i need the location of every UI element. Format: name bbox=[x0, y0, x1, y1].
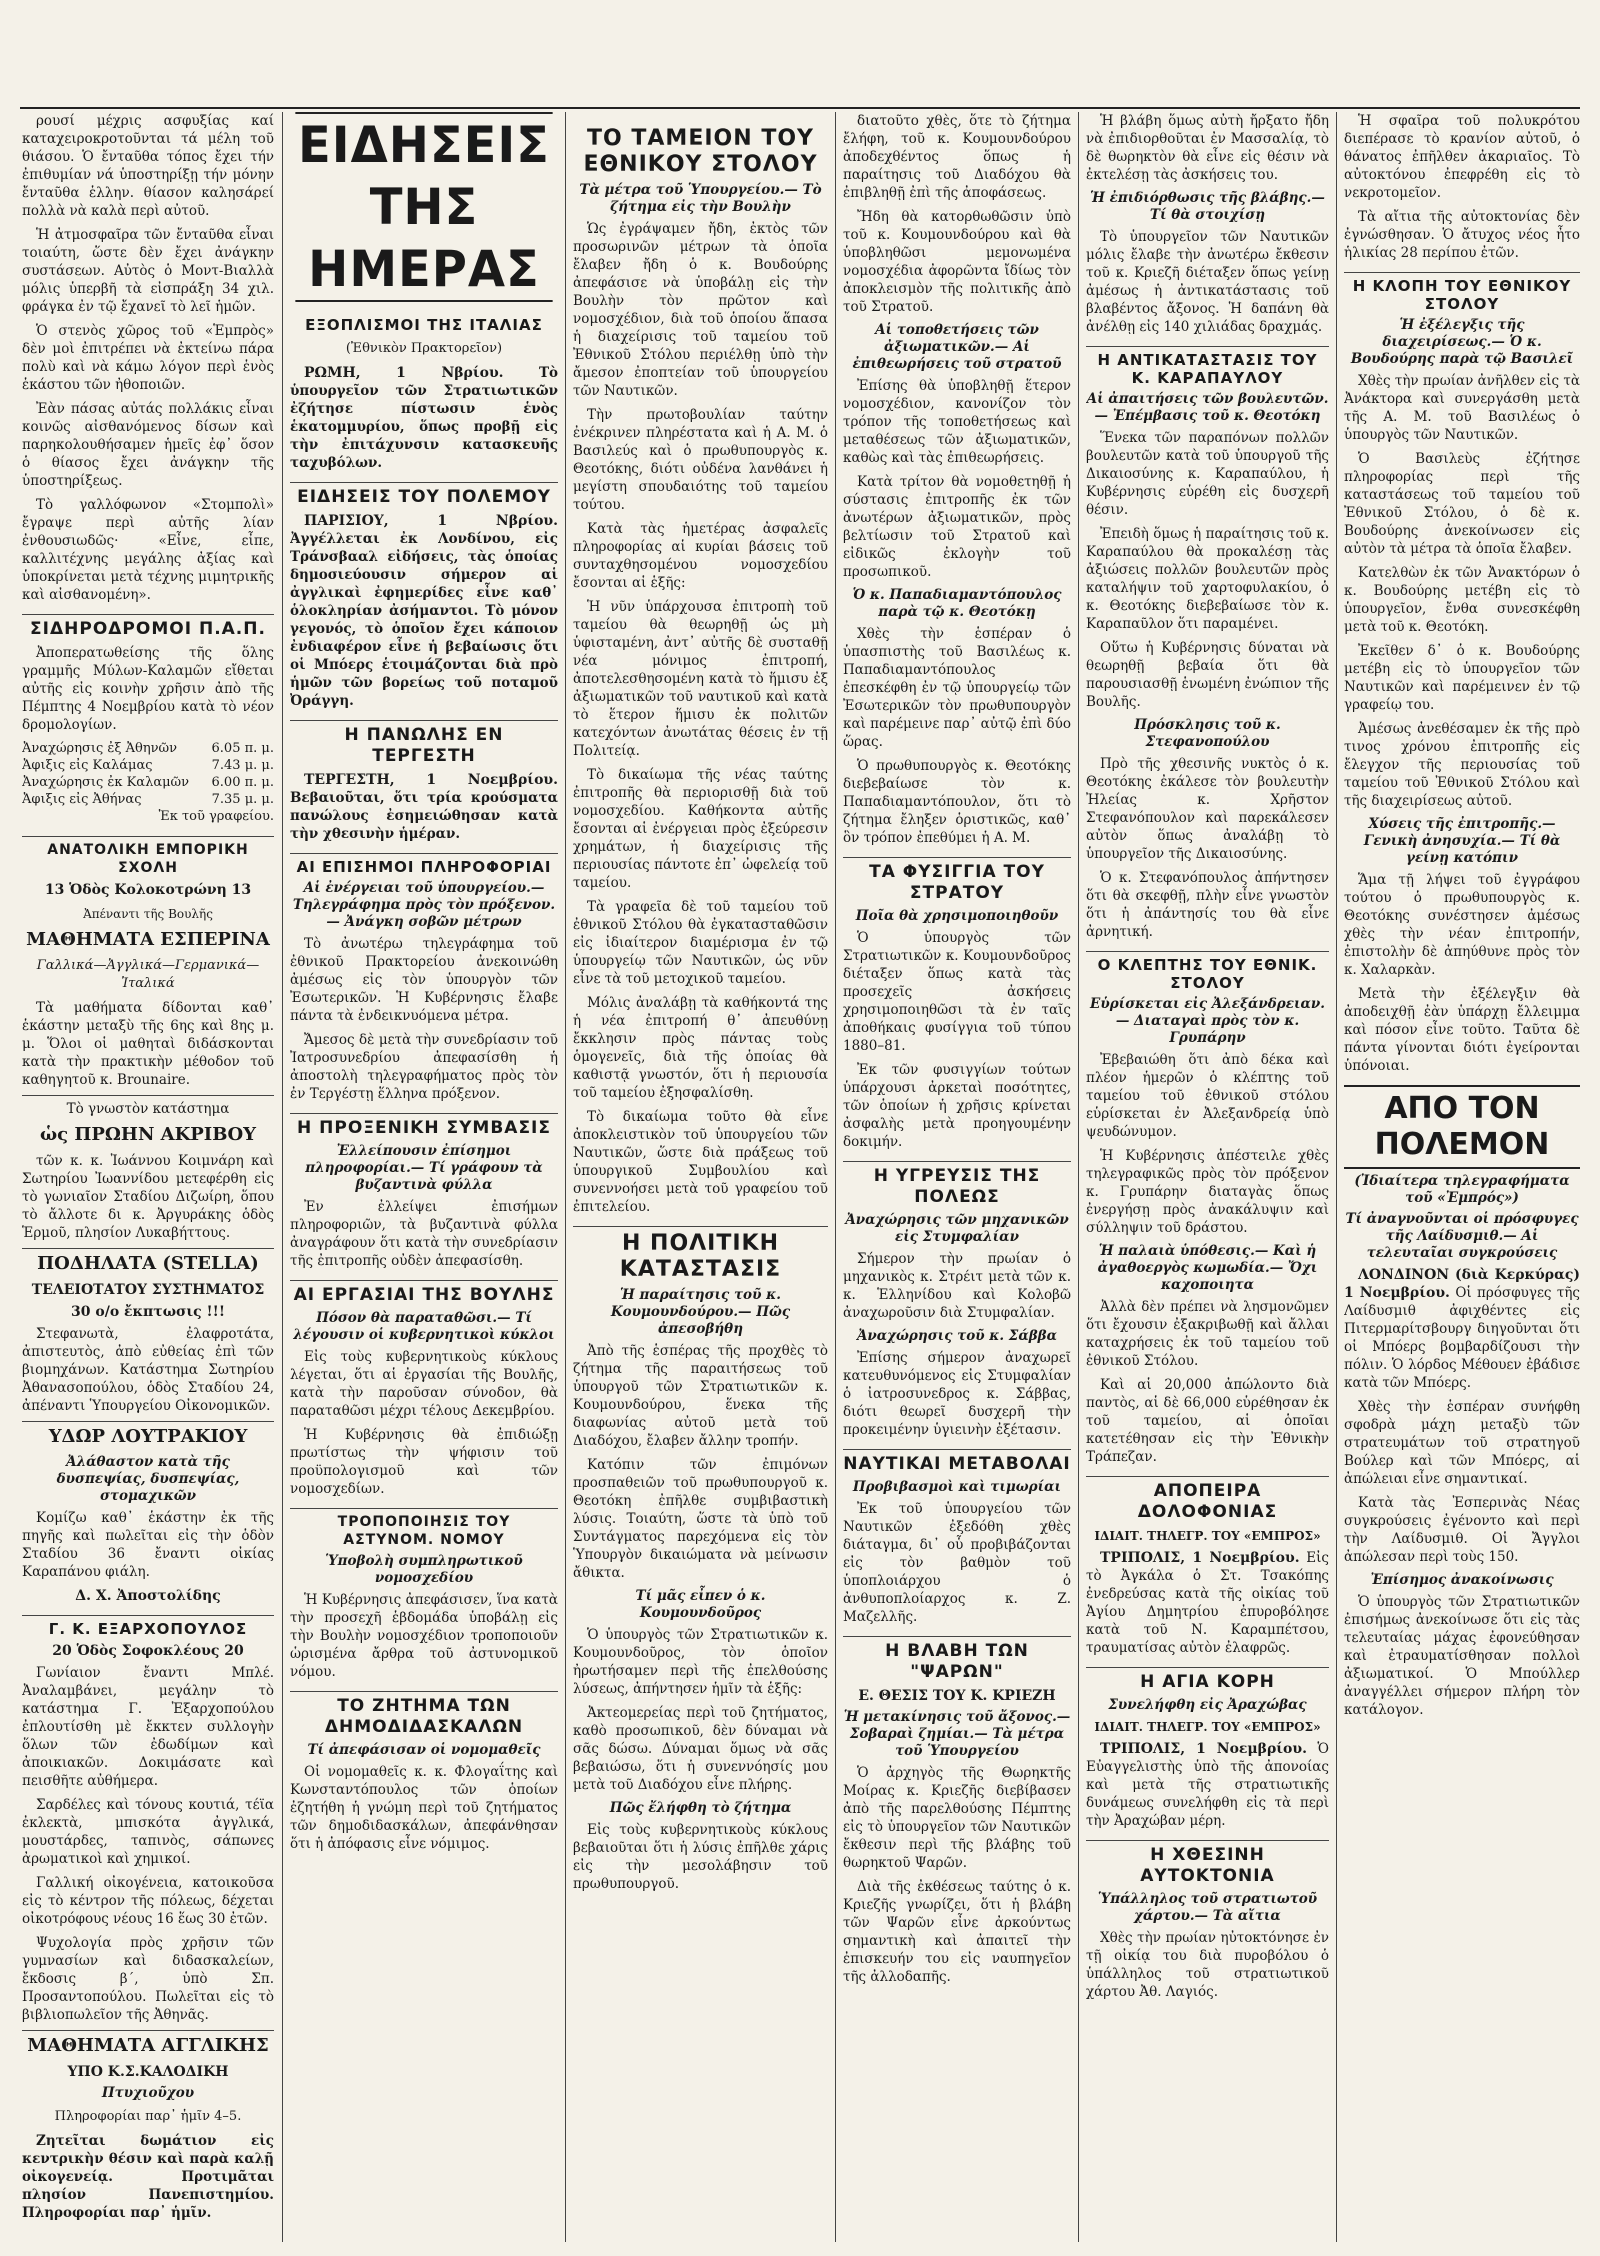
headline-exarchopoulos: Γ. Κ. ΕΞΑΡΧΟΠΟΥΛΟΣ bbox=[22, 1615, 274, 1638]
article-text: Μόλις ἀναλάβῃ τὰ καθήκοντά της ἡ νέα ἐπιτροπή θ᾽ ἀπευθύνῃ ἔκκλησιν πρὸς πάντας τοὺς ὁμογενεῖς, διὰ τῆς ὁποίας θὰ καθιστᾷ γνωστόν, ὅτι ἡ περιουσία τοῦ ταμείου ἐξησφαλίσθη. bbox=[573, 995, 828, 1101]
column-rule bbox=[835, 112, 836, 2242]
source-note: (Ἐθνικὸν Πρακτορεῖον) bbox=[345, 341, 503, 356]
subheadline: Ἀναχώρησις τοῦ κ. Σάββα bbox=[856, 1328, 1058, 1344]
column-4 bbox=[843, 112, 1071, 2242]
headline-from-the-war: ΑΠΟ ΤΟΝ ΠΟΛΕΜΟΝ bbox=[1344, 1085, 1580, 1169]
subheadline: Ἐπίσημος ἀνακοίνωσις bbox=[1370, 1572, 1554, 1588]
article-text: Κατὰ τὰς Ἐσπερινὰς Νέας συγκρούσεις ἐγένοντο καὶ περὶ τὴν Λαίδυσμιθ. Οἱ Ἄγγλοι ἀπώλεσαν περὶ τοὺς 150. bbox=[1344, 1495, 1580, 1565]
article-text: Ἄμεσος δὲ μετὰ τὴν συνεδρίασιν τοῦ Ἰατροσυνεδρίου ἀπεφασίσθη ἡ ἀποστολὴ τηλεγραφήματος πρὸς τὸν ἐν Τεργέστῃ ἕλληνα πρόξενον. bbox=[290, 1032, 558, 1102]
article-text: Τὸ ὑπουργεῖον τῶν Ναυτικῶν μόλις ἔλαβε τὴν ἀνωτέρω ἔκθεσιν τοῦ κ. Κριεζῆ διέταξεν ὅπως γείνῃ ἀμέσως ἡ ἀντικατάστασις τοῦ βλαβέντος ἄξονος. Ἡ δαπάνη θὰ ἀνέλθῃ εἰς 140 χιλιάδας δραχμάς. bbox=[1086, 229, 1329, 335]
subheadline: Αἱ τοποθετήσεις τῶν ἀξιωματικῶν.— Αἱ ἐπιθεωρήσεις τοῦ στρατοῦ bbox=[852, 322, 1062, 372]
article-text: Ἐπειδὴ ὅμως ἡ παραίτησις τοῦ κ. Καραπαύλου θὰ προκαλέσῃ τὰς ἀξιώσεις πολλῶν βουλευτῶν πρὸς καταλήψιν τοῦ χαρτοφυλακίου, ὁ κ. Θεοτόκης διεβεβαίωσε τὸν κ. Καραπαῦλον ὅτι παραμένει. bbox=[1086, 526, 1329, 632]
article-text: Ὁ Βασιλεὺς ἐζήτησε πληροφορίας περὶ τῆς καταστάσεως τοῦ ταμείου τοῦ Ἐθνικοῦ Στόλου, ὁ δὲ κ. Βουδούρης ἀνεκοίνωσεν εἰς αὐτὸν τὰ μέτρα τὰ ὁποῖα ἔλαβεν. bbox=[1344, 451, 1580, 557]
telegram-source: ΙΔΙΑΙΤ. ΤΗΛΕΓΡ. ΤΟΥ «ΕΜΠΡΟΣ» bbox=[1094, 1529, 1321, 1543]
subheadline: Ἡ ἐπιδιόρθωσις τῆς βλάβης.— Τί θὰ στοιχίσῃ bbox=[1090, 190, 1325, 223]
article-text: Τὸ δικαίωμα τοῦτο θὰ εἶνε ἀποκλειστικὸν τοῦ ὑπουργείου τῶν Ναυτικῶν, ὥστε διὰ πράξεως τοῦ ὑπουργικοῦ Συμβουλίου καὶ συνεννοήσει μετὰ τοῦ γραφείου τοῦ ἐπιτελείου. bbox=[573, 1109, 828, 1215]
article-text: Ἤδη θὰ κατορθωθῶσιν ὑπὸ τοῦ κ. Κουμουνδούρου καὶ θὰ ὑποβληθῶσι μεμονωμένα νομοσχέδια ἀφορῶντα ἴδίως τὸν ἀποκλεισμὸν τῆς πολιτικῆς ἀπὸ τοῦ Στρατοῦ. bbox=[843, 209, 1071, 315]
water-ad-subtitle: Ἀλάθαστον κατὰ τῆς δυσπεψίας, δυσπεψίας, στομαχικῶν bbox=[56, 1454, 240, 1504]
subheadline: Τὰ μέτρα τοῦ Ὑπουργείου.— Τὸ ζήτημα εἰς τὴν Βουλὴν bbox=[579, 182, 822, 215]
article-text: Ἡ βλάβη ὅμως αὐτὴ ἤρξατο ἤδη νὰ ἐπιδιορθοῦται ἐν Μασσαλίᾳ, τὸ δὲ θωρηκτὸν θὰ εἶνε εἰς θέσιν νὰ ἐκτελέσῃ τὰς ἀσκήσεις του. bbox=[1086, 113, 1329, 183]
headline-railways: ΣΙΔΗΡΟΔΡΟΜΟΙ Π.Α.Π. bbox=[22, 614, 274, 640]
subheadline: Ἡ παραίτησις τοῦ κ. Κουμουνδούρου.— Πῶς ἀπεσοβήθη bbox=[610, 1287, 791, 1337]
subheadline: Αἱ ἐνέργειαι τοῦ ὑπουργείου.— Τηλεγράφημα πρὸς τὸν πρόξενον.— Ἀνάγκη σοβῶν μέτρων bbox=[292, 880, 556, 930]
headline-naval-changes: ΝΑΥΤΙΚΑΙ ΜΕΤΑΒΟΛΑΙ bbox=[843, 1449, 1071, 1475]
headline-murder-attempt: ΑΠΟΠΕΙΡΑ ΔΟΛΟΦΟΝΙΑΣ bbox=[1086, 1476, 1329, 1523]
headline-fleet-thief: Ο ΚΛΕΠΤΗΣ ΤΟΥ ΕΘΝΙΚ. ΣΤΟΛΟΥ bbox=[1086, 951, 1329, 992]
bike-ad-subtitle: ΤΕΛΕΙΟΤΑΤΟΥ ΣΥΣΤΗΜΑΤΟΣ bbox=[31, 1282, 265, 1298]
school-subtitle: Ἀπέναντι τῆς Βουλῆς bbox=[83, 907, 213, 921]
subheadline: Εὑρίσκεται εἰς Ἀλεξάνδρειαν.— Διαταγαὶ πρὸς τὸν κ. Γρυπάρην bbox=[1090, 996, 1325, 1046]
subheadline: Χύσεις τῆς ἐπιτροπῆς.— Γενικὴ ἀνησυχία.— Τί θὰ γείνῃ κατόπιν bbox=[1363, 816, 1561, 866]
article-text: ΡΩΜΗ, 1 Νβρίου. Τὸ ὑπουργεῖον τῶν Στρατιωτικῶν ἐζήτησε πίστωσιν ἑνὸς ἑκατομμυρίου, ὅπως προβῇ εἰς τὴν ἐπιτάχυνσιν κατασκευῆς ταχυβόλων. bbox=[290, 365, 558, 471]
article-text: Πρὸ τῆς χθεσινῆς νυκτὸς ὁ κ. Θεοτόκης ἐκάλεσε τὸν βουλευτὴν Ἠλείας κ. Χρῆστον Στεφανόπουλον καὶ παρεκάλεσεν αὐτὸν ὅπως ἀναλάβῃ τὸ ὑπουργεῖον τῆς Δικαιοσύνης. bbox=[1086, 756, 1329, 862]
water-ad-title: ΥΔΩΡ ΛΟΥΤΡΑΚΙΟΥ bbox=[22, 1421, 274, 1448]
article-text: Ἡ Κυβέρνησις θὰ ἐπιδιώξῃ πρωτίστως τὴν ψήφισιν τοῦ προϋπολογισμοῦ καὶ τῶν νομοσχεδίων. bbox=[290, 1427, 558, 1497]
column-rule bbox=[1336, 112, 1337, 2242]
article-text: Τὰ αἴτια τῆς αὐτοκτονίας δὲν ἐγνώσθησαν. Ὁ ἄτυχος νέος ἦτο ἡλικίας 28 περίπου ἐτῶν. bbox=[1344, 209, 1580, 261]
column-1 bbox=[22, 112, 274, 2242]
article-text: Τὰ γραφεῖα δὲ τοῦ ταμείου τοῦ ἐθνικοῦ Στόλου θὰ ἐγκατασταθῶσιν εἰς ἰδιαίτερον διαμέρισμα ἐν τῷ ὑπουργείῳ τῶν Ναυτικῶν, ὡς νῦν εἶνε τὰ τοῦ μετοχικοῦ ταμείου. bbox=[573, 899, 828, 987]
column-rule bbox=[1078, 112, 1079, 2242]
article-text: διατοῦτο χθὲς, ὅτε τὸ ζήτημα ἔλήφη, τοῦ κ. Κουμουνδούρου ἀποδεχθέντος ὅπως ἡ παραίτησις τοῦ Διαδόχου θὰ ἐπιβληθῇ ἐπὶ τῆς ἀποφάσεως. bbox=[843, 113, 1071, 201]
article-text: Εἰς τοὺς κυβερνητικοὺς κύκλους λέγεται, ὅτι αἱ ἐργασίαι τῆς Βουλῆς, κατὰ τὴν παροῦσαν σύνοδον, θὰ παραταθῶσι μέχρι τέλους Δεκεμβρίου. bbox=[290, 1349, 558, 1419]
article-text: Ὁ ὑπουργὸς τῶν Στρατιωτικῶν κ. Κουμουνδοῦρος διέταξεν ὅπως κατὰ τὰς προσεχεῖς ἀσκήσεις χρησιμοποιηθῶσι τὰ ἐν ταῖς ἀποθήκαις φυσίγγια τοῦ τύπου 1880–81. bbox=[843, 930, 1071, 1054]
subheadline: Ἐλλείπουσιν ἐπίσημοι πληροφορίαι.— Τί γράφουν τὰ βυζαντινὰ φύλλα bbox=[305, 1143, 543, 1193]
article-text: ρουσί μέχρις ασφυξίας καί καταχειροκροτοῦνται τά μέλη τοῦ θιάσου. Ὁ ἔνταῦθα τόπος ἔχει τήν ἐπιθυμίαν νά ὑποστηρίξῃ τήν μόνην ἔνταῦθα ἑλλην. θίασον καλησάρεί πολλὰ νὰ καλὰ περὶ αὐτοῦ. bbox=[22, 113, 274, 219]
bike-ad-price: 30 ο/ο ἔκπτωσις !!! bbox=[71, 1304, 225, 1320]
article-text: Ἀπὸ τῆς ἑσπέρας τῆς προχθὲς τὸ ζήτημα τῆς παραιτήσεως τοῦ ὑπουργοῦ τῶν Στρατιωτικῶν κ. Κουμουνδούρου, ἕνεκα τῆς διαφωνίας αὐτοῦ μετὰ τοῦ Διαδόχου, ἔλαβεν ἄλλην τροπήν. bbox=[573, 1343, 828, 1449]
article-text: Ἡ νῦν ὑπάρχουσα ἐπιτροπὴ τοῦ ταμείου θὰ θεωρηθῇ ὡς μὴ ὑφισταμένη, ἀντ᾽ αὐτῆς δὲ συσταθῇ νέα μόνιμος ἐπιτροπή, ἀποτελεσθησομένη κατὰ τὸ ἥμισυ ἐξ ἀξιωματικῶν τοῦ ναυτικοῦ καὶ κατὰ τὸ ἕτερον ἥμισυ ἐκ πολιτῶν κατεχόντων ἀνωτάτας θέσεις ἐν τῇ Πολιτείᾳ. bbox=[573, 599, 828, 759]
subheadline: Ἡ παλαιὰ ὑπόθεσις.— Καὶ ἡ ἀγαθοεργὸς κωμωδία.— Ὄχι καχοποιητα bbox=[1097, 1243, 1318, 1293]
article-text: Ζητεῖται δωμάτιον εἰς κεντρικὴν θέσιν καὶ παρὰ καλῇ οἰκογενείᾳ. Προτιμᾶται πλησίον Πανεπιστημίου. Πληροφορίαι παρ᾽ ἡμῖν. bbox=[22, 2133, 274, 2221]
article-text: Ἡ ἀτμοσφαῖρα τῶν ἔνταῦθα εἶναι τοιαύτη, ὥστε δὲν ἔχει ἀνάγκην συστάσεων. Αὐτὸς ὁ Μοντ-Βιαλλὰ μόλις ὑπερβῆ τὰ εἰσπράξη 34 χιλ. φράγκα ἐν τῷ ἔχανεῖ τὸ λεῖ ἡμῶν. bbox=[22, 227, 274, 315]
article-text: Χθὲς τὴν πρωίαν ηὐτοκτόνησε ἐν τῇ οἰκίᾳ του διὰ πυροβόλου ὁ ὑπάλληλος τοῦ στρατιωτικοῦ χάρτου Ἀθ. Λαγιός. bbox=[1086, 1930, 1329, 2000]
water-ad-signature: Δ. Χ. Ἀποστολίδης bbox=[75, 1588, 221, 1604]
article-text: ΤΡΙΠΟΛΙΣ, 1 Νοεμβρίου. Ὁ Εὐαγγελιστὴς ὑπὸ τῆς ἀπονοίας καὶ μετὰ τῆς στρατιωτικῆς δυνάμεως συνελήφθη εἰς τὰ περὶ τὴν Ἀραχώβαν μέρη. bbox=[1086, 1741, 1329, 1829]
article-text: Στεφανωτὰ, ἐλαφροτάτα, ἀπιστευτὸς, ἀπὸ εὐθείας ἐπὶ τῶν βιομηχάνων. Κατάστημα Σωτηρίου Ἀθανασοπούλου, ὁδὸς Σταδίου 24, ἀπέναντι Ὑπουργείου Οἰκονομικῶν. bbox=[22, 1326, 274, 1414]
article-text: Σήμερον τὴν πρωίαν ὁ μηχανικὸς κ. Στρέιτ μετὰ τῶν κ. κ. Ἑλληνίδου καὶ Κολοβῶ ἀναχωροῦσιν διὰ Στυμφαλίαν. bbox=[843, 1251, 1071, 1321]
article-text: Ψυχολογία πρὸς χρῆσιν τῶν γυμνασίων καὶ διδασκαλείων, ἔκδοσις β΄, ὑπὸ Σπ. Προσαντοπούλου. Πωλεῖται εἰς τὸ βιβλιοπωλεῖον τῆς Ἀθηνᾶς. bbox=[22, 1935, 274, 2023]
column-3 bbox=[573, 112, 828, 2242]
article-text: Σαρδέλες καὶ τόνους κουτιά, τέϊα ἐκλεκτὰ, μπισκότα ἀγγλικά, μουστάρδες, ταπινὸς, σάπωνες ἀρωματικοὶ καὶ χημικοί. bbox=[22, 1797, 274, 1867]
headline-cartridges: ΤΑ ΦΥΣΙΓΓΙΑ ΤΟΥ ΣΤΡΑΤΟΥ bbox=[843, 857, 1071, 904]
article-text: Κατελθὼν ἐκ τῶν Ἀνακτόρων ὁ κ. Βουδούρης μετέβη εἰς τὸ ὑπουργεῖον, ἔνθα συνεσκέφθη μετὰ τοῦ κ. Θεοτόκη. bbox=[1344, 565, 1580, 635]
article-text: Γαλλική οἰκογένεια, κατοικοῦσα εἰς τὸ κέντρον τῆς πόλεως, δέχεται οἰκοτρόφους νέους 16 ἕως 30 ἐτῶν. bbox=[22, 1875, 274, 1927]
subheadline: Ποῖα θὰ χρησιμοποιηθοῦν bbox=[855, 908, 1059, 924]
school-languages: Γαλλικά—Ἀγγλικά—Γερμανικά—Ἰταλικά bbox=[36, 958, 260, 991]
english-ad-info: Πληροφορίαι παρ᾽ ἡμῖν 4–5. bbox=[54, 2109, 242, 2124]
subheadline: Ὑπάλληλος τοῦ στρατιωτοῦ χάρτου.— Τὰ αἴτια bbox=[1097, 1891, 1318, 1924]
headline-fleet-theft: Η ΚΛΟΠΗ ΤΟΥ ΕΘΝΙΚΟΥ ΣΤΟΛΟΥ bbox=[1344, 272, 1580, 313]
article-text: Ἀκτεομερείας περὶ τοῦ ζητήματος, καθὸ προσωπικοῦ, δὲν δύναμαι νὰ σᾶς δώσω. Δύναμαι ὅμως νὰ σᾶς βεβαιώσω, ὅτι ἡ συνεννόησίς μου μετὰ τοῦ Διαδόχου εἶνε πλήρης. bbox=[573, 1705, 828, 1793]
article-text: Ἅμα τῇ λήψει τοῦ ἐγγράφου τούτου ὁ πρωθυπουργὸς κ. Θεοτόκης συνέστησεν ἀμέσως χθὲς τὴν νέαν ἐπιτροπήν, ἐπιστολὴν δὲ ἀπηύθυνε πρὸς τὸν κ. Χαλαρκὰν. bbox=[1344, 872, 1580, 978]
exarchopoulos-address: 20 Ὁδὸς Σοφοκλέους 20 bbox=[52, 1643, 244, 1659]
article-text: Ἕνεκα τῶν παραπόνων πολλῶν βουλευτῶν κατὰ τοῦ ὑπουργοῦ τῆς Δικαιοσύνης κ. Καραπαύλου, ἡ Κυβέρνησις εὑρέθη εἰς δυσχερῆ θέσιν. bbox=[1086, 430, 1329, 518]
column-rule bbox=[565, 112, 566, 2242]
page-title: ΕΙΔΗΣΕΙΣ ΤΗΣ ΗΜΕΡΑΣ bbox=[295, 112, 552, 302]
article-text: Ὁ στενὸς χῶρος τοῦ «Ἑμπρὸς» δὲν μοὶ ἐπιτρέπει νὰ ἐκτείνω πάρα πολὺ καὶ νὰ κάμω λόγον περὶ ἑνὸς ἑκάστου τῶν ἠθοποιῶν. bbox=[22, 323, 274, 393]
article-text: Κατὰ τρίτον θὰ νομοθετηθῇ ἡ σύστασις ἐπιτροπῆς ἐκ τῶν ἀνωτέρων ἀξιωματικῶν, πρὸς βελτίωσιν τοῦ Στρατοῦ καὶ εἰδικῶς ἐκλογὴν τοῦ προσωπικοῦ. bbox=[843, 474, 1071, 580]
article-text: Ἐβεβαιώθη ὅτι ἀπὸ δέκα καὶ πλέον ἡμερῶν ὁ κλέπτης τοῦ ταμείου τοῦ ἐθνικοῦ στόλου εὑρίσκεται ἐν Ἀλεξανδρείᾳ ὑπὸ ψευδώνυμον. bbox=[1086, 1052, 1329, 1140]
article-text: Ὁ ὑπουργὸς τῶν Στρατιωτικῶν ἐπισήμως ἀνεκοίνωσε ὅτι εἰς τὰς τελευταίας μάχας ἐφονεύθησαν καὶ ἐτραυματίσθησαν πολλοὶ ἀξιωματικοί. Ὁ Μπούλλερ ἀναγγέλλει σήμερον πλήρη τὸν κατάλογον. bbox=[1344, 1594, 1580, 1718]
english-ad-degree: Πτυχιοῦχου bbox=[101, 2085, 195, 2101]
article-text: Γωνίαιον ἔναντι Μπλέ. Ἀναλαμβάνει, μεγάλην τὸ κατάστημα Γ. Ἐξαρχοπούλου ἐπλουτίσθη μὲ ἔκκτεν συλλογὴν ὅλων τῶν ἐδωδίμων καὶ ἀποικιακῶν. Δοκιμάσατε καὶ πεισθῆτε αὐθήμερα. bbox=[22, 1665, 274, 1789]
subheadline: Συνελήφθη εἰς Ἀραχώβας bbox=[1108, 1697, 1307, 1713]
bike-ad-title: ΠΟΔΗΛΑΤΑ (STELLA) bbox=[22, 1248, 274, 1275]
column-2 bbox=[290, 112, 558, 2242]
schedule-row: Ἀναχώρησις ἐκ Καλαμῶν 6.00 π. μ. bbox=[22, 775, 274, 790]
article-text: ΤΕΡΓΕΣΤΗ, 1 Νοεμβρίου. Βεβαιοῦται, ὅτι τρία κρούσματα πανώλους ἐσημειώθησαν κατὰ τὴν χθεσινὴν ἡμέραν. bbox=[290, 772, 558, 842]
schedule-row: Ἀναχώρησις ἐξ Ἀθηνῶν 6.05 π. μ. bbox=[22, 741, 274, 756]
subheadline: Προβιβασμοὶ καὶ τιμωρίαι bbox=[852, 1479, 1062, 1495]
article-text: ΤΡΙΠΟΛΙΣ, 1 Νοεμβρίου. Εἰς τὸ Ἀγκάλα ὁ Στ. Τσακόπης ἐνεδρεύσας κατὰ τῆς οἰκίας τοῦ Ἀγίου Δημητρίου ἐπυροβόλησε κατὰ τοῦ Ν. Καραμπέτσου, τραυματίσας αὐτὸν ἐλαφρῶς. bbox=[1086, 1550, 1329, 1656]
schedule-row: Ἀφιξις εἰς Καλάμας 7.43 μ. μ. bbox=[22, 758, 274, 773]
article-text: Καὶ αἱ 20,000 ἀπώλοντο διὰ παντὸς, αἱ δὲ 66,000 εὑρέθησαν ἐκ τοῦ ταμείου, αἱ ὁποῖαι κατετέθησαν εἰς τὴν Ἐθνικὴν Τράπεζαν. bbox=[1086, 1377, 1329, 1465]
article-text: Τὴν πρωτοβουλίαν ταύτην ἐνέκρινεν πληρέστατα καὶ ἡ Α. Μ. ὁ Βασιλεύς καὶ ὁ πρωθυπουργὸς κ. Θεοτόκης, διότι οὐδένα λανθάνει ἡ μεγίστη σπουδαιότης τοῦ ταμείου τούτου. bbox=[573, 407, 828, 513]
article-text: Κατὰ τὰς ἡμετέρας ἀσφαλεῖς πληροφορίας αἱ κυρίαι βάσεις τοῦ συνταχθησομένου νομοσχεδίου ἔσονται αἱ ἑξῆς: bbox=[573, 521, 828, 591]
article-text: Ἀμέσως ἀνεθέσαμεν ἐκ τῆς πρὸ τινος χρόνου ἐπιτροπῆς εἰς ἔλεγχον τῆς περιουσίας τοῦ ταμείου τοῦ Ἐθνικοῦ Στόλου καὶ τῆς διαχειρίσεως αὐτοῦ. bbox=[1344, 721, 1580, 809]
headline-italy: ΕΞΟΠΛΙΣΜΟΙ ΤΗΣ ΙΤΑΛΙΑΣ bbox=[305, 316, 543, 334]
subheadline: Πόσον θὰ παραταθῶσι.— Τί λέγουσιν οἱ κυβερνητικοὶ κύκλοι bbox=[293, 1310, 555, 1343]
headline-political-situation: Η ΠΟΛΙΤΙΚΗ ΚΑΤΑΣΤΑΣΙΣ bbox=[573, 1226, 828, 1283]
headline-police-law: ΤΡΟΠΟΠΟΙΗΣΙΣ ΤΟΥ ΑΣΤΥΝΟΜ. ΝΟΜΟΥ bbox=[290, 1508, 558, 1549]
article-text: ΠΑΡΙΣΙΟΥ, 1 Νβρίου. Ἀγγέλλεται ἐκ Λονδίνου, εἰς Τράνσβααλ εἰδήσεις, τὰς ὁποίας δημοσιεύουσιν σήμερον αἱ ἀγγλικαὶ ἐφημερίδες εἶνε καθ᾽ ὁλοκληρίαν ἀσήμαντοι. Τὸ μόνον γεγονός, τὸ ὁποῖον ἔχει κάποιον ἐνδιαφέρον εἶνε ἡ βεβαίωσις ὅτι οἱ Μπόερς ἑτοιμάζονται διὰ πρὸ ἡμῶν τῶν βορείως τοῦ ποταμοῦ Ὀράγγη. bbox=[290, 513, 558, 709]
subheadline: Ἡ ἐξέλεγξις τῆς διαχειρίσεως.— Ὁ κ. Βουδούρης παρὰ τῷ Βασιλεῖ bbox=[1350, 317, 1574, 367]
article-text: Ἡ σφαῖρα τοῦ πολυκρότου διεπέρασε τὸ κρανίον αὐτοῦ, ὁ θάνατος ἐπῆλθεν ἀκαριαῖος. Τὸ αὐτοκτόνου ἐπεφρέθη εἰς τὸ νεκροτομεῖον. bbox=[1344, 113, 1580, 201]
column-6 bbox=[1344, 112, 1580, 2242]
headline-school: ΑΝΑΤΟΛΙΚΗ ΕΜΠΟΡΙΚΗ ΣΧΟΛΗ bbox=[22, 836, 274, 877]
subheadline: Ὁ κ. Παπαδιαμαντόπουλος παρὰ τῷ κ. Θεοτόκῃ bbox=[852, 587, 1062, 620]
headline-fleet-fund: ΤΟ ΤΑΜΕΙΟΝ ΤΟΥ ΕΘΝΙΚΟΥ ΣΤΟΛΟΥ bbox=[583, 126, 818, 177]
telegram-source: ΙΔΙΑΙΤ. ΤΗΛΕΓΡ. ΤΟΥ «ΕΜΠΡΟΣ» bbox=[1094, 1720, 1321, 1734]
top-rule bbox=[20, 107, 1580, 109]
article-text: ΛΟΝΔΙΝΟΝ (διὰ Κερκύρας) 1 Νοεμβρίου. Οἱ πρόσφυγες τῆς Λαίδυσμιθ ἀφιχθέντες εἰς Πιτερμαρίτσβουργ διηγοῦνται ὅτι οἱ Μπόερς βομβαρδίζουσι τὴν πόλιν. Ὁ λόρδος Μέθουεν ἐβάδισε κατὰ τῶν Μπόερς. bbox=[1344, 1267, 1580, 1391]
article-text: Ἡ Κυβέρνησις ἀπέστειλε χθὲς τηλεγραφικῶς πρὸς τὸν πρόξενον κ. Γρυπάρην διαταγὰς ὅπως ἐνεργήσῃ πρὸς ἀνακάλυψιν καὶ σύλληψιν τοῦ δράστου. bbox=[1086, 1148, 1329, 1236]
article-text: Ἀλλὰ δὲν πρέπει νὰ λησμονῶμεν ὅτι ἔχουσιν ἐξακριβωθῇ καὶ ἄλλαι καταχρήσεις ἐκ τοῦ ταμείου τοῦ ἐθνικοῦ Στόλου. bbox=[1086, 1299, 1329, 1369]
headline-official-info: ΑΙ ΕΠΙΣΗΜΟΙ ΠΛΗΡΟΦΟΡΙΑΙ bbox=[290, 853, 558, 876]
subheadline: Ε. ΘΕΣΙΣ ΤΟΥ Κ. ΚΡΙΕΖΗ bbox=[858, 1688, 1056, 1704]
article-text: Ὁ πρωθυπουργὸς κ. Θεοτόκης διεβεβαίωσε τὸν κ. Παπαδιαμαντόπουλον, ὅτι τὸ ζήτημα ἔληξεν ὁριστικῶς, καθ᾽ ὃν τρόπον ἐπεθύμει ἡ Α. Μ. bbox=[843, 758, 1071, 846]
headline-war-news: ΕΙΔΗΣΕΙΣ ΤΟΥ ΠΟΛΕΜΟΥ bbox=[290, 482, 558, 508]
headline-karapavlos: Η ΑΝΤΙΚΑΤΑΣΤΑΣΙΣ ΤΟΥ Κ. ΚΑΡΑΠΑΥΛΟΥ bbox=[1086, 346, 1329, 387]
subheadline: Τί ἀπεφάσισαν οἱ νομομαθεῖς bbox=[307, 1742, 541, 1758]
article-text: τῶν κ. κ. Ἰωάννου Κοιμνάρη καὶ Σωτηρίου Ἰωαννίδου μετεφέρθη εἰς τὸ γωνιαῖον Σταδίου Διζωίρη, ὅπου τὸ ἄλλοτε δι κ. Ἀργυράκης ὁδὸς Ἑρμοῦ, πλησίον Λυκαβήττους. bbox=[22, 1153, 274, 1241]
article-text: Χθὲς τὴν πρωίαν ἀνῆλθεν εἰς τὰ Ἀνάκτορα καὶ συνεργάσθη μετὰ τῆς Α. Μ. τοῦ Βασιλέως ὁ ὑπουργὸς τῶν Ναυτικῶν. bbox=[1344, 373, 1580, 443]
article-text: Ὁ ἀρχηγὸς τῆς Θωρηκτῆς Μοίρας κ. Κριεζῆς διεβίβασεν ἀπὸ τῆς παρελθούσης Πέμπτης εἰς τὸ ὑπουργεῖον τῶν Ναυτικῶν ἔκθεσιν περὶ τῆς βλάβης τοῦ θωρηκτοῦ Ψαρῶν. bbox=[843, 1765, 1071, 1871]
article-text: Τὸ δικαίωμα τῆς νέας ταύτης ἐπιτροπῆς θὰ περιορισθῇ διὰ τοῦ νομοσχεδίου. Καθήκοντα αὐτῆς ἔσονται αἱ ἐνέργειαι πρὸς ἐξεύρεσιν χρημάτων, ἡ διαχείρισις τῆς περιουσίας πάντοτε ἐπ᾽ ὠφελείᾳ τοῦ ταμείου. bbox=[573, 767, 828, 891]
article-text: Τὰ μαθήματα δίδονται καθ᾽ ἑκάστην μεταξὺ τῆς 6ης καὶ 8ης μ. μ. Ὅλοι οἱ μαθηταὶ διδάσκονται κατὰ τὴν πρακτικὴν μέθοδον τοῦ καθηγητοῦ κ. Brounaire. bbox=[22, 1000, 274, 1088]
article-text: Ἐκεῖθεν δ᾽ ὁ κ. Βουδούρης μετέβη εἰς τὸ ὑπουργεῖον τῶν Ναυτικῶν καὶ παρέμεινεν ἐν τῷ γραφείῳ του. bbox=[1344, 643, 1580, 713]
article-text: Ἐπίσης θὰ ὑποβληθῇ ἕτερον νομοσχέδιον, κανονίζον τὸν τρόπον τῆς τοποθετήσεως καὶ μεταθέσεως τῶν ἀξιωματικῶν, καθὼς καὶ τὰς ἐπιθεωρήσεις. bbox=[843, 378, 1071, 466]
column-rule bbox=[282, 112, 283, 2242]
shoe-ad-intro: Τὸ γνωστὸν κατάστημα bbox=[22, 1095, 274, 1118]
school-title: ΜΑΘΗΜΑΤΑ ΕΣΠΕΡΙΝΑ bbox=[26, 929, 270, 950]
headline-plague: Η ΠΑΝΩΛΗΣ ΕΝ ΤΕΡΓΕΣΤΗ bbox=[290, 720, 558, 767]
article-text: Οὕτω ἡ Κυβέρνησις δύναται νὰ θεωρηθῇ βεβαία ὅτι θὰ παρουσιασθῇ ἑνωμένη ἐνώπιον τῆς Βουλῆς. bbox=[1086, 640, 1329, 710]
headline-psara-damage: Η ΒΛΑΒΗ ΤΩΝ "ΨΑΡΩΝ" bbox=[843, 1636, 1071, 1683]
article-text: Χθὲς τὴν ἑσπέραν ὁ ὑπασπιστὴς τοῦ Βασιλέως κ. Παπαδιαμαντόπουλος ἐπεσκέφθη ἐν τῷ ὑπουργείῳ τῶν Ἐσωτερικῶν τὸν πρωθυπουργὸν καὶ παρέμεινε παρ᾽ αὐτῷ ἐπὶ δύο ὥρας. bbox=[843, 626, 1071, 750]
subheadline: Ἀναχώρησις τῶν μηχανικῶν εἰς Στυμφαλίαν bbox=[845, 1212, 1069, 1245]
column-5 bbox=[1086, 112, 1329, 2242]
article-text: Ἐκ τοῦ ὑπουργείου τῶν Ναυτικῶν ἐξεδόθη χθὲς διάταγμα, δι᾽ οὗ προβιβάζονται εἰς τὸν βαθμὸν τοῦ ὑποπλοιάρχου ὁ ἀνθυποπλοίαρχος κ. Ζ. Μαζελλῆς. bbox=[843, 1501, 1071, 1625]
headline-consular-convention: Η ΠΡΟΞΕΝΙΚΗ ΣΥΜΒΑΣΙΣ bbox=[290, 1113, 558, 1139]
article-text: Ἐν ἐλλείψει ἐπισήμων πληροφοριῶν, τὰ βυζαντινὰ φύλλα ἀναγράφουν ὅτι κατὰ τὴν συνεδρίασιν τῆς ἐπιτροπῆς οὐδὲν ἀπεφασίσθη. bbox=[290, 1199, 558, 1269]
subheadline: Πῶς ἔλήφθη τὸ ζήτημα bbox=[609, 1800, 792, 1816]
article-text: Ὁ ὑπουργὸς τῶν Στρατιωτικῶν κ. Κουμουνδοῦρος, τὸν ὁποῖον ἠρωτήσαμεν περὶ τῆς ἐπελθούσης λύσεως, ἀπήντησεν ἡμῖν τὰ ἑξῆς: bbox=[573, 1627, 828, 1697]
school-address: 13 Ὁδὸς Κολοκοτρώνη 13 bbox=[44, 882, 252, 898]
headline-suicide: Η ΧΘΕΣΙΝΗ ΑΥΤΟΚΤΟΝΙΑ bbox=[1086, 1840, 1329, 1887]
headline-parliament: ΑΙ ΕΡΓΑΣΙΑΙ ΤΗΣ ΒΟΥΛΗΣ bbox=[290, 1280, 558, 1306]
subheadline: Ἡ μετακίνησις τοῦ ἄξονος.— Σοβαραὶ ζημίαι.— Τὰ μέτρα τοῦ Ὑπουργείου bbox=[843, 1709, 1071, 1759]
article-text: Ἐὰν πάσας αὐτάς πολλάκις εἶναι κοινῶς αἰσθανόμενος δίσων καὶ παρηκολουθήσαμεν ἡμεῖς ἐφ᾽ ὅσον ὁ θίασος ἔχει ἀνάγκην τῆς ὑποστηρίξεως. bbox=[22, 401, 274, 489]
article-text: Ἐπίσης σήμερον ἀναχωρεῖ κατευθυνόμενος εἰς Στυμφαλίαν ὁ ἰατροσυνεδρος κ. Σάββας, διότι θεωρεῖ δυσχερῆ τὴν προκειμένην ὑγιεινὴν ἐξέτασιν. bbox=[843, 1350, 1071, 1438]
shoe-ad-title: ὡς ΠΡΩΗΝ ΑΚΡΙΒΟΥ bbox=[40, 1124, 256, 1145]
article-text: Οἱ νομομαθεῖς κ. κ. Φλογαΐτης καὶ Κωνσταντόπουλος τῶν ὁποίων ἐζητήθη ἡ γνώμη περὶ τοῦ ζητήματος τῶν δημοδιδασκάλων, ἀπεφάνθησαν ὅτι ἡ ἀπόφασις εἶνε νόμιμος. bbox=[290, 1764, 558, 1852]
subheadline: Τί ἀναγνοῦνται οἱ πρόσφυγες τῆς Λαίδυσμιθ.— Αἱ τελευταῖαι συγκρούσεις bbox=[1345, 1211, 1579, 1261]
headline-holy-maiden: Η ΑΓΙΑ ΚΟΡΗ bbox=[1086, 1667, 1329, 1693]
subheadline: (Ἰδιαίτερα τηλεγραφήματα τοῦ «Ἐμπρός») bbox=[1354, 1173, 1570, 1206]
headline-teachers: ΤΟ ΖΗΤΗΜΑ ΤΩΝ ΔΗΜΟΔΙΔΑΣΚΑΛΩΝ bbox=[290, 1691, 558, 1738]
article-text: Χθὲς τὴν ἑσπέραν συνήφθη σφοδρὰ μάχη μεταξὺ τῶν στρατευμάτων τοῦ στρατηγοῦ Βούλερ καὶ τῶν Μπόερς, αἱ ἀπώλειαι εἶνε σημαντικαί. bbox=[1344, 1399, 1580, 1487]
article-text: Τὸ γαλλόφωνον «Στομπολὶ» ἔγραψε περὶ αὐτῆς λίαν ἐνθουσιωδῶς· «Εἶνε, εἶπε, καλλιτέχνης μεγάλης ἀξίας καὶ ὑποκρίνεται μετὰ τέχνης μιμητρικῆς καὶ αἰσθανομένη». bbox=[22, 497, 274, 603]
schedule-row: Ἀφιξις εἰς Ἀθήνας 7.35 μ. μ. bbox=[22, 792, 274, 807]
english-ad-teacher: ΥΠΟ Κ.Σ.ΚΑΛΟΔΙΚΗ bbox=[67, 2064, 229, 2080]
subheadline: Πρόσκλησις τοῦ κ. Στεφανοπούλου bbox=[1134, 717, 1281, 750]
article-text: Ἐκ τῶν φυσιγγίων τούτων ὑπάρχουσι ἀρκεταὶ ποσότητες, τῶν ὁποίων ἡ χρῆσις κρίνεται ἀσφαλὴς μετὰ προηγουμένην δοκιμήν. bbox=[843, 1062, 1071, 1150]
article-text: Τὸ ἀνωτέρω τηλεγράφημα τοῦ ἐθνικοῦ Πρακτορείου ἀνεκοινώθη ἀμέσως εἰς τὸν ὑπουργὸν τῶν Ἐσωτερικῶν. Ἡ Κυβέρνησις ἔλαβε πάντα τὰ ἐνδεικνυόμενα μέτρα. bbox=[290, 936, 558, 1024]
article-text: Κομίζω καθ᾽ ἑκάστην ἐκ τῆς πηγῆς καὶ πωλεῖται εἰς τὴν ὁδὸν Σταδίου 36 ἔναντι οἰκίας Καραπάνου φιάλη. bbox=[22, 1510, 274, 1580]
article-text: Μετὰ τὴν ἐξέλεγξιν θὰ ἀποδειχθῇ ἐὰν ὑπάρχῃ ἔλλειμμα καὶ πόσον εἶνε τοῦτο. Ταῦτα δὲ πάντα γίνονται διότι ἐγείρονται ὑπόνοιαι. bbox=[1344, 986, 1580, 1074]
article-text: Ἡ Κυβέρνησις ἀπεφάσισεν, ἵνα κατὰ τὴν προσεχῆ ἑβδομάδα ὑποβάλῃ εἰς τὴν Βουλὴν νομοσχέδιον τροποποιοῦν ὡρισμένα ἄρθρα τοῦ ἀστυνομικοῦ νόμου. bbox=[290, 1592, 558, 1680]
schedule-note: Ἐκ τοῦ γραφείου. bbox=[158, 809, 274, 824]
subheadline: Αἱ ἀπαιτήσεις τῶν βουλευτῶν.— Ἐπέμβασις τοῦ κ. Θεοτόκη bbox=[1086, 391, 1329, 424]
article-text: Εἰς τοὺς κυβερνητικοὺς κύκλους βεβαιοῦται ὅτι ἡ λύσις ἐπῆλθε χάρις εἰς τὴν μεσολάβησιν τοῦ πρωθυπουργοῦ. bbox=[573, 1822, 828, 1892]
article-text: Ὡς ἐγράψαμεν ἤδη, ἐκτὸς τῶν προσωρινῶν μέτρων τὰ ὁποῖα ἔλαβεν ἤδη ὁ κ. Βουδούρης ἀπεφάσισε νὰ ὑποβάλῃ εἰς τὴν Βουλὴν τὸν πρῶτον καὶ νομοσχέδιον, διὰ τοῦ ὁποίου ἅπασα ἡ διαχείρισις τοῦ ταμείου τοῦ Ἐθνικοῦ Στόλου περιέλθῃ ὑπὸ τὴν ἄμεσον ἐποπτείαν τοῦ ὑπουργείου τῶν Ναυτικῶν. bbox=[573, 221, 828, 399]
article-text: Ἀποπερατωθείσης τῆς ὅλης γραμμῆς Μύλων-Καλαμῶν εἴθεται αὐτῆς εἰς κοινὴν χρῆσιν ἀπὸ τῆς Πέμπτης 4 Νοεμβρίου κατὰ τὸ νέον δρομολογίων. bbox=[22, 645, 274, 733]
article-text: Κατόπιν τῶν ἐπιμόνων προσπαθειῶν τοῦ πρωθυπουργοῦ κ. Θεοτόκη ἐπῆλθε συμβιβαστικὴ λύσις. Τοιαύτη, ὥστε τὰ ὑπὸ τοῦ Συντάγματος παρεχόμενα εἰς τὸν Ὑπουργὸν δικαιώματα νὰ μείνωσιν ἄθικτα. bbox=[573, 1457, 828, 1581]
article-text: Διὰ τῆς ἐκθέσεως ταύτης ὁ κ. Κριεζῆς γνωρίζει, ὅτι ἡ βλάβη τῶν Ψαρῶν εἶνε ἀρκούντως σημαντικὴ καὶ ἀπαιτεῖ τὴν ἐπισκευήν του εἰς ναυπηγεῖον τῆς ἀλλοδαπῆς. bbox=[843, 1879, 1071, 1985]
english-ad-title: ΜΑΘΗΜΑΤΑ ΑΓΓΛΙΚΗΣ bbox=[22, 2030, 274, 2057]
article-text: Ὁ κ. Στεφανόπουλος ἀπήντησεν ὅτι θὰ σκεφθῇ, πλὴν εἶνε γνωστὸν ὅτι ἡ ἀπάντησίς του θὰ εἶνε ἀρνητική. bbox=[1086, 870, 1329, 940]
headline-water-supply: Η ΥΓΡΕΥΣΙΣ ΤΗΣ ΠΟΛΕΩΣ bbox=[843, 1161, 1071, 1208]
subheadline: Ὑποβολὴ συμπληρωτικοῦ νομοσχεδίου bbox=[325, 1553, 523, 1586]
subheadline: Τί μᾶς εἶπεν ὁ κ. Κουμουνδοῦρος bbox=[635, 1588, 766, 1621]
